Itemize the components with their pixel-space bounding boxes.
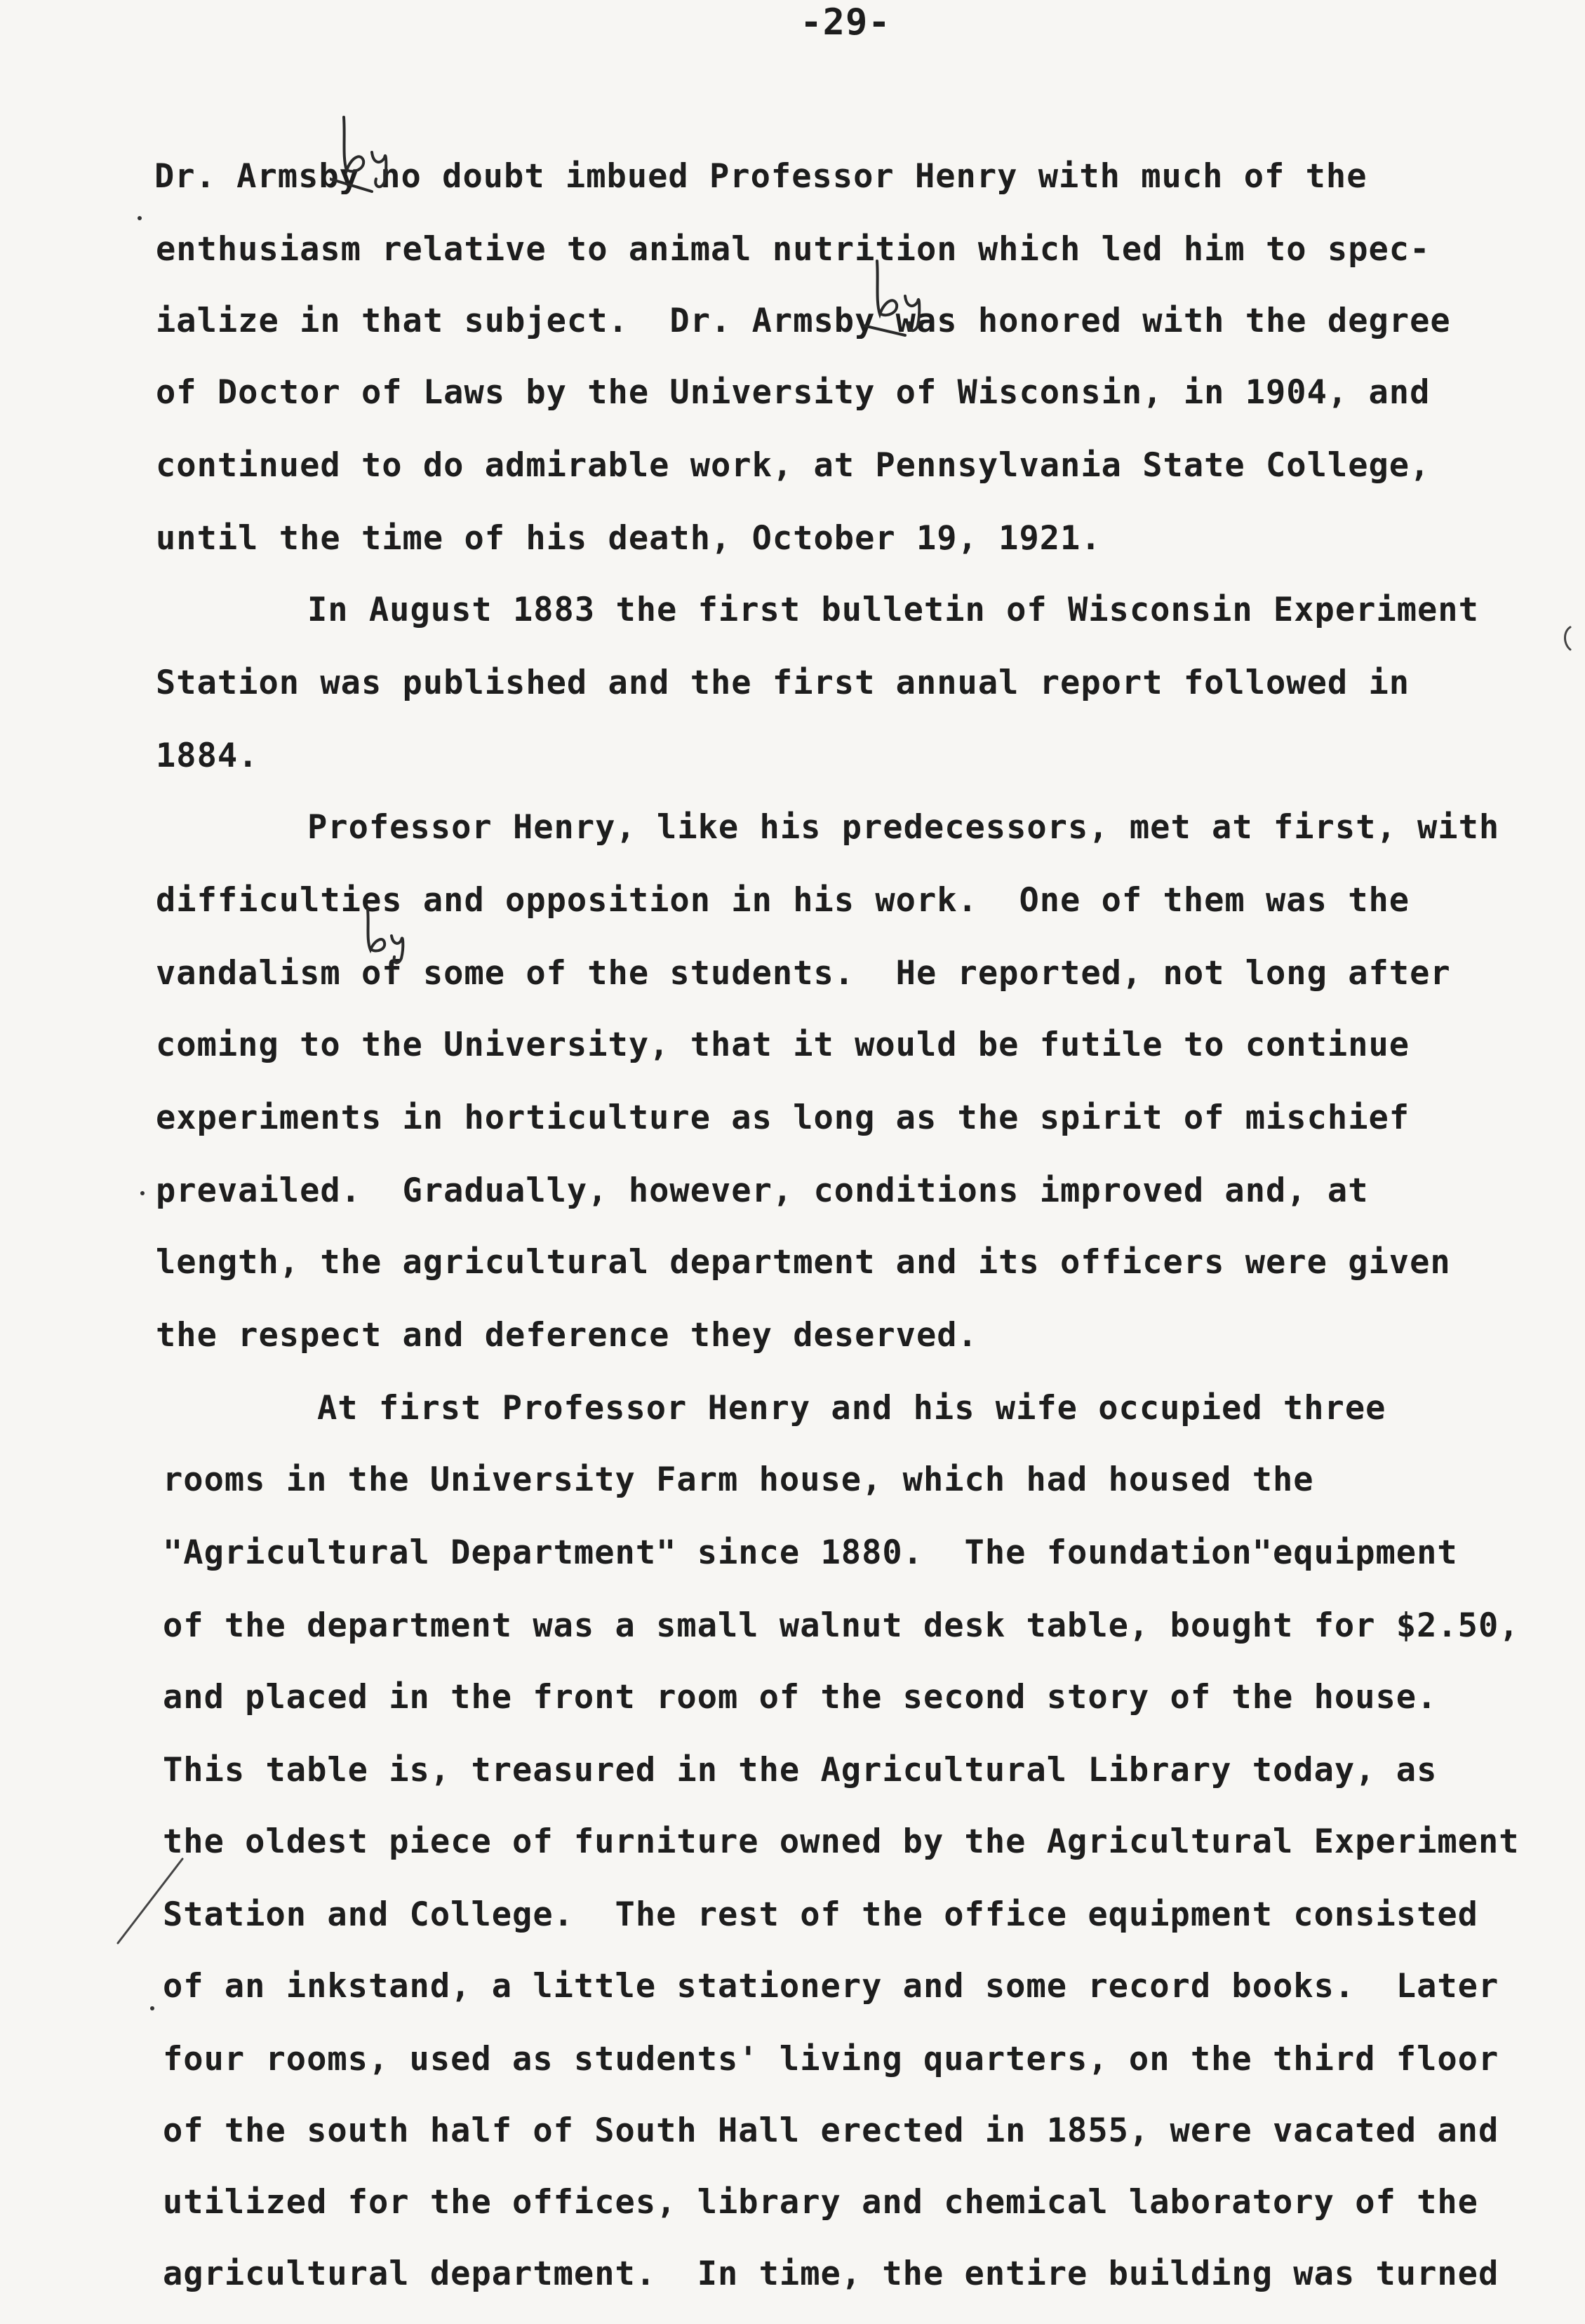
- text-line: Station and College. The rest of the office equipment consisted: [163, 1895, 1478, 1934]
- text-line: vandalism of some of the students. He reported, not long after: [156, 954, 1451, 993]
- text-line: experiments in horticulture as long as the spirit of mischief: [156, 1099, 1410, 1137]
- text-line: At first Professor Henry and his wife occupied three: [317, 1389, 1386, 1428]
- margin-dot: [140, 1191, 145, 1195]
- text-line: the oldest piece of furniture owned by the Agricultural Experiment: [163, 1822, 1520, 1861]
- text-line: This table is, treasured in the Agricultural Library today, as: [163, 1751, 1438, 1789]
- text-line: four rooms, used as students' living quarters, on the third floor: [163, 2040, 1499, 2078]
- text-line: Station was published and the first annual report followed in: [156, 664, 1410, 702]
- margin-dot: [138, 216, 142, 220]
- text-line: Professor Henry, like his predecessors, met at first, with: [307, 808, 1500, 847]
- text-line: agricultural department. In time, the entire building was turned: [163, 2255, 1499, 2293]
- text-line: prevailed. Gradually, however, conditions improved and, at: [156, 1171, 1369, 1210]
- text-line: In August 1883 the first bulletin of Wisconsin Experiment: [307, 591, 1479, 629]
- text-line: of the department was a small walnut desk table, bought for $2.50,: [163, 1606, 1520, 1645]
- text-line: of Doctor of Laws by the University of Wisconsin, in 1904, and: [156, 373, 1431, 412]
- text-line: the respect and deference they deserved.: [156, 1316, 978, 1355]
- text-line: enthusiasm relative to animal nutrition which led him to spec-: [156, 230, 1431, 269]
- text-line: coming to the University, that it would be futile to continue: [156, 1026, 1410, 1064]
- text-line: 1884.: [156, 737, 259, 775]
- page-number: -29-: [800, 1, 891, 43]
- text-line: "Agricultural Department" since 1880. The foundation"equipment: [163, 1533, 1458, 1572]
- text-line: of the south half of South Hall erected in 1855, were vacated and: [163, 2111, 1499, 2150]
- margin-dot: [150, 2006, 154, 2010]
- text-line: difficulties and opposition in his work. One of them was the: [156, 881, 1410, 920]
- text-line: rooms in the University Farm house, which had housed the: [163, 1460, 1314, 1499]
- text-line: ialize in that subject. Dr. Armsby was honored with the degree: [156, 302, 1451, 340]
- text-line: length, the agricultural department and its officers were given: [156, 1243, 1451, 1282]
- text-line: and placed in the front room of the second story of the house.: [163, 1678, 1438, 1717]
- text-line: continued to do admirable work, at Pennsylvania State College,: [156, 446, 1431, 485]
- text-line: of an inkstand, a little stationery and some record books. Later: [163, 1967, 1499, 2006]
- text-line: Dr. Armsby no doubt imbued Professor Henry with much of the: [154, 157, 1367, 196]
- text-line: until the time of his death, October 19, 1921.: [156, 519, 1102, 558]
- text-line: utilized for the offices, library and chemical laboratory of the: [163, 2183, 1478, 2222]
- margin-bracket: [1559, 624, 1573, 652]
